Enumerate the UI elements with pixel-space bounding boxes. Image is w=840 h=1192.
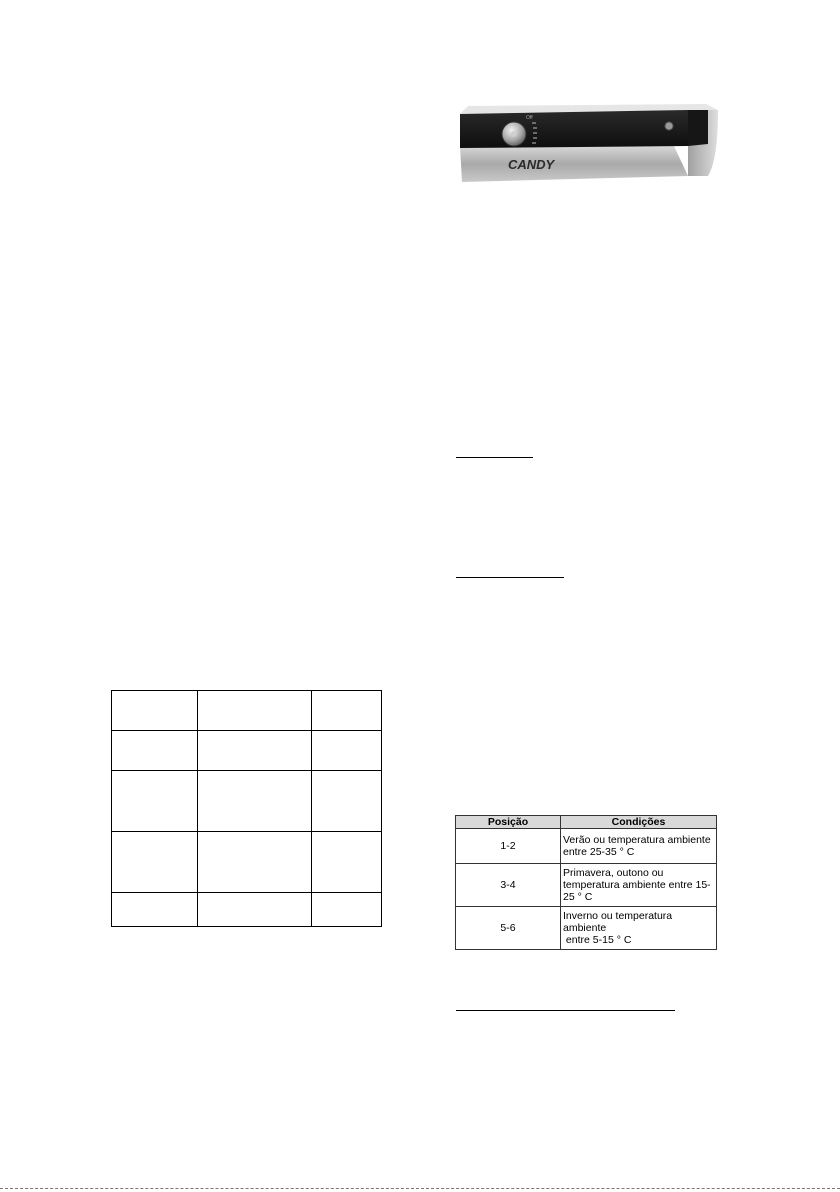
table-row xyxy=(456,907,717,950)
table-cell xyxy=(112,731,198,771)
thermostat-settings-table xyxy=(455,815,717,950)
conditions-cell: Primavera, outono ou temperatura ambiente entre 15- 25 ° C xyxy=(561,864,717,907)
table-row xyxy=(456,864,717,907)
table-cell xyxy=(198,691,312,731)
section-heading-underline-3 xyxy=(456,1010,675,1011)
table-cell xyxy=(198,771,312,832)
page-bottom-edge xyxy=(0,1188,840,1189)
dial-label: Off xyxy=(526,115,533,121)
brand-logo: CANDY xyxy=(508,157,555,172)
table-cell xyxy=(112,832,198,893)
position-cell: 5-6 xyxy=(456,907,561,950)
header-conditions: Condições xyxy=(561,816,717,829)
table-row xyxy=(456,829,717,864)
section-heading-underline-1 xyxy=(456,457,533,458)
table-header-row xyxy=(456,816,717,829)
table-cell xyxy=(198,731,312,771)
position-cell: 3-4 xyxy=(456,864,561,907)
table-cell xyxy=(312,731,382,771)
empty-table xyxy=(111,690,382,927)
table-cell xyxy=(312,691,382,731)
light-icon xyxy=(665,122,673,130)
header-position: Posição xyxy=(456,816,561,829)
conditions-cell: Inverno ou temperatura ambiente entre 5-15 ° C xyxy=(561,907,717,950)
table-cell xyxy=(112,893,198,927)
control-panel-image xyxy=(456,90,721,188)
table-cell xyxy=(312,893,382,927)
table-cell xyxy=(112,691,198,731)
table-cell xyxy=(312,832,382,893)
table-cell xyxy=(198,893,312,927)
table-cell xyxy=(112,771,198,832)
section-heading-underline-2 xyxy=(456,577,564,578)
position-cell: 1-2 xyxy=(456,829,561,864)
table-cell xyxy=(198,832,312,893)
table-cell xyxy=(312,771,382,832)
conditions-cell: Verão ou temperatura ambiente entre 25-35 ° C xyxy=(561,829,717,864)
